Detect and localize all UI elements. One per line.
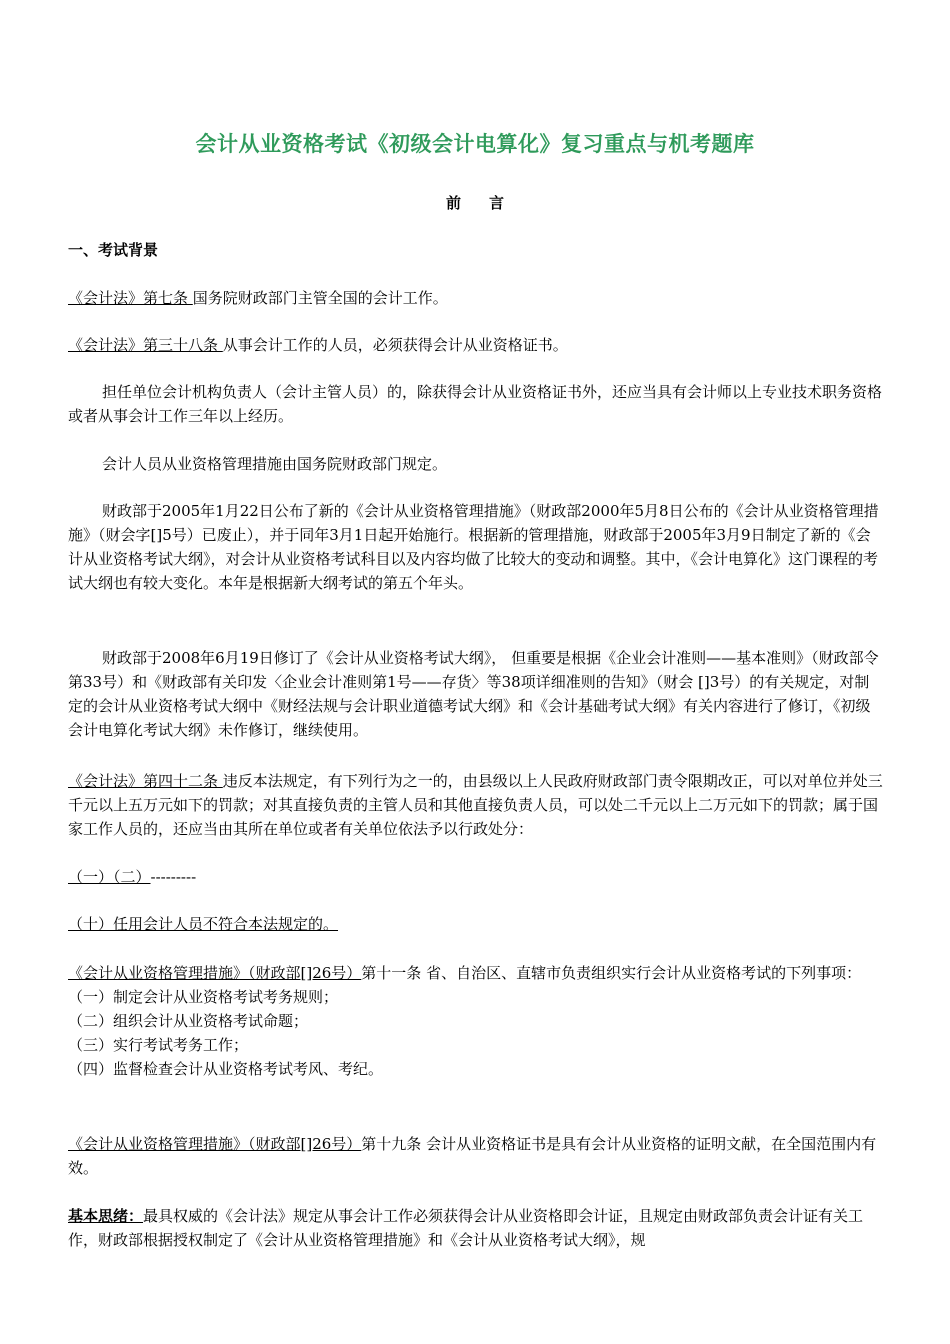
paragraph-1 <box>68 286 883 310</box>
paragraph-7 <box>68 769 883 841</box>
paragraph-text: 从事会计工作的人员，必须获得会计从业资格证书。 <box>222 336 568 354</box>
paragraph-6: 财政部于2008年6月19日修订了《会计从业资格考试大纲》， 但重要是根据《企业会计准则——基本准则》（财政部令第33号）和《财政部有关印发〈企业会计准则第1号——存货〉等38项详细准则的告知》（财会 []3号）的有关规定，对制定的会计从业资格考试大纲中《财经法规与会计职业道德考试大纲》和《会计基础考试大纲》有关内容进行了修订，《初级会计电算化考试大纲》未作修订，继续使用。 <box>68 649 879 739</box>
paragraph-text: 第十九条 会计从业资格证书是具有会计从业资格的证明文献，在全国范围内有效。 <box>68 1135 877 1177</box>
regulation-reference: 《会计从业资格管理措施》（财政部[]26号） <box>68 1135 362 1153</box>
paragraph-12 <box>68 1204 883 1252</box>
list-item: （三）实行考试考务工作； <box>68 1036 249 1054</box>
paragraph-3: 担任单位会计机构负责人（会计主管人员）的，除获得会计从业资格证书外，还应当具有会计师以上专业技术职务资格或者从事会计工作三年以上经历。 <box>68 383 883 425</box>
preface-heading: 前言 <box>445 194 532 212</box>
paragraph-5: 财政部于2005年1月22日公布了新的《会计从业资格管理措施》（财政部2000年5月8日公布的《会计从业资格管理措施》（财会字[]5号）已废止），并于同年3月1日起开始施行。根据新的管理措施，财政部于2005年3月9日制定了新的《会计从业资格考试大纲》，对会计从业资格考试科目以及内容均做了比较大的变动和调整。其中，《会计电算化》这门课程的考试大纲也有较大变化。本年是根据新大纲考试的第五个年头。 <box>68 502 879 592</box>
summary-label: 基本思绪： <box>68 1207 144 1225</box>
list-item-text: （十）任用会计人员不符合本法规定的。 <box>68 915 339 933</box>
list-reference: （一）（二） <box>68 868 151 886</box>
paragraph-text: 第十一条 省、自治区、直辖市负责组织实行会计从业资格考试的下列事项： <box>361 964 862 982</box>
paragraph-2 <box>68 333 883 357</box>
section-heading: 一、考试背景 <box>68 241 159 259</box>
paragraph-text: 国务院财政部门主管全国的会计工作。 <box>192 289 448 307</box>
paragraph-text: --------- <box>150 868 197 886</box>
paragraph-9 <box>68 912 883 936</box>
law-reference: 《会计法》第四十二条 <box>68 772 223 790</box>
paragraph-10 <box>68 961 883 1081</box>
list-item: （二）组织会计从业资格考试命题； <box>68 1012 309 1030</box>
paragraph-11 <box>68 1132 883 1180</box>
paragraph-text: 最具权威的《会计法》规定从事会计工作必须获得会计从业资格即会计证，且规定由财政部负责会计证有关工作，财政部根据授权制定了《会计从业资格管理措施》和《会计从业资格考试大纲》，规 <box>68 1207 864 1249</box>
regulation-reference: 《会计从业资格管理措施》（财政部[]26号） <box>68 964 362 982</box>
paragraph-8 <box>68 865 883 889</box>
paragraph-text: 违反本法规定，有下列行为之一的，由县级以上人民政府财政部门责令限期改正，可以对单位并处三千元以上五万元如下的罚款；对其直接负责的主管人员和其他直接负责人员，可以处二千元以上二万元如下的罚款；属于国家工作人员的，还应当由其所在单位或者有关单位依法予以行政处分： <box>68 772 883 838</box>
law-reference: 《会计法》第三十八条 <box>68 336 223 354</box>
list-item: （一）制定会计从业资格考试考务规则； <box>68 988 339 1006</box>
document-title: 会计从业资格考试《初级会计电算化》复习重点与机考题库 <box>195 132 755 156</box>
list-item: （四）监督检查会计从业资格考试考风、考纪。 <box>68 1060 384 1078</box>
law-reference: 《会计法》第七条 <box>68 289 193 307</box>
paragraph-4: 会计人员从业资格管理措施由国务院财政部门规定。 <box>102 455 448 473</box>
